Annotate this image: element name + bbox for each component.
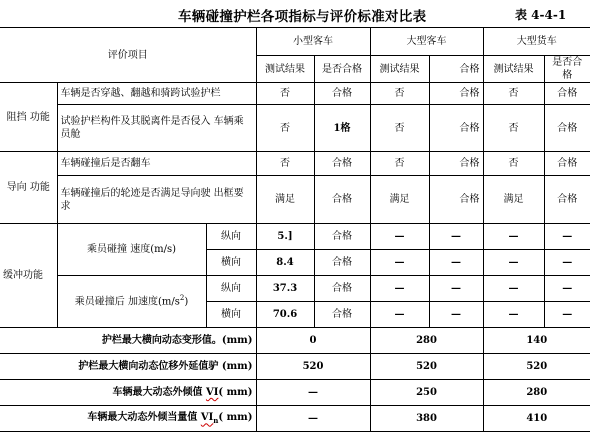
- cell: 0: [256, 328, 370, 354]
- cell-dash: —: [544, 302, 590, 328]
- table-row: [0, 328, 590, 354]
- summary-label: 车辆最大动态外倾当量值 $VI_n$( mm): [0, 406, 256, 432]
- cell-dash: —: [544, 224, 590, 250]
- group-header-small-bus: 小型客车: [256, 28, 370, 56]
- dir-label: 纵向: [206, 276, 256, 302]
- cell: 满足: [256, 176, 314, 224]
- summary-label: 护栏最大横向动态位移外延值驴 (mm): [0, 354, 256, 380]
- cell-dash: —: [429, 250, 483, 276]
- dir-label: 纵向: [206, 224, 256, 250]
- cell: 合格: [544, 83, 590, 105]
- cell: 满足: [483, 176, 544, 224]
- cell: 70.6: [256, 302, 314, 328]
- cell: 合格: [314, 83, 370, 105]
- cell-dash: —: [370, 276, 429, 302]
- cell-dash: —: [429, 224, 483, 250]
- cell: 合格: [314, 152, 370, 176]
- category-block: 阻挡 功能: [0, 83, 57, 152]
- cell: 否: [370, 83, 429, 105]
- cell: 合格: [314, 176, 370, 224]
- cell: 否: [483, 105, 544, 152]
- title-bar: [0, 0, 590, 26]
- cell: 280: [483, 380, 590, 406]
- category-buffer: 缓冲功能: [0, 224, 57, 328]
- cell-dash: —: [483, 302, 544, 328]
- cell: —: [256, 406, 370, 432]
- cell-dash: —: [483, 224, 544, 250]
- cell: 否: [256, 105, 314, 152]
- cell: 8.4: [256, 250, 314, 276]
- cell-dash: —: [544, 276, 590, 302]
- comparison-table: [0, 27, 590, 432]
- cell: 否: [370, 105, 429, 152]
- cell-dash: —: [483, 276, 544, 302]
- cell: 合格: [429, 83, 483, 105]
- cell: 520: [256, 354, 370, 380]
- group-header-large-truck: 大型货车: [483, 28, 590, 56]
- item-label: 车辆碰撞后是否翻车: [57, 152, 256, 176]
- table-row: [0, 152, 590, 176]
- table-row: [0, 224, 590, 250]
- sub-header: 测试结果: [483, 56, 544, 83]
- table-row: [0, 176, 590, 224]
- cell: 410: [483, 406, 590, 432]
- header-row-groups: [0, 28, 590, 56]
- cell: 满足: [370, 176, 429, 224]
- cell: 合格: [429, 176, 483, 224]
- cell: 380: [370, 406, 483, 432]
- cell-dash: —: [429, 276, 483, 302]
- cell: 否: [483, 83, 544, 105]
- cell: 合格: [429, 152, 483, 176]
- cell-dash: —: [483, 250, 544, 276]
- cell: 1格: [314, 105, 370, 152]
- table-row: [0, 354, 590, 380]
- sub-header: 是否合格: [314, 56, 370, 83]
- cell: 520: [483, 354, 590, 380]
- cell: 否: [256, 83, 314, 105]
- table-row: [0, 105, 590, 152]
- eval-item-header: 评价项目: [0, 28, 256, 83]
- table-row: [0, 406, 590, 432]
- cell: 否: [370, 152, 429, 176]
- group-header-large-bus: 大型客车: [370, 28, 483, 56]
- sub-header: 测试结果: [370, 56, 429, 83]
- cell: 合格: [314, 224, 370, 250]
- item-label: 车辆碰撞后的轮迹是否满足导向驶 出框要求: [57, 176, 256, 224]
- cell-dash: —: [370, 224, 429, 250]
- cell: 合格: [314, 250, 370, 276]
- table-row: [0, 276, 590, 302]
- table-number: 表 4-4-1: [515, 8, 567, 22]
- cell: 合格: [429, 105, 483, 152]
- cell: 合格: [314, 276, 370, 302]
- cell: 合格: [544, 176, 590, 224]
- cell-dash: —: [370, 302, 429, 328]
- cell: 280: [370, 328, 483, 354]
- dir-label: 横向: [206, 302, 256, 328]
- cell-dash: —: [429, 302, 483, 328]
- cell-dash: —: [544, 250, 590, 276]
- item-label: 试验护栏构件及其脱离件是否侵入 车辆乘员舱: [57, 105, 256, 152]
- sub-header: 测试结果: [256, 56, 314, 83]
- summary-label: 护栏最大横向动态变形值。(mm): [0, 328, 256, 354]
- summary-label: 车辆最大动态外倾值 VI( mm): [0, 380, 256, 406]
- cell: 合格: [544, 105, 590, 152]
- item-label: 车辆是否穿越、翻越和骑跨试验护栏: [57, 83, 256, 105]
- cell-dash: —: [370, 250, 429, 276]
- cell: 合格: [544, 152, 590, 176]
- dir-label: 横向: [206, 250, 256, 276]
- cell: —: [256, 380, 370, 406]
- cell: 520: [370, 354, 483, 380]
- table-row: [0, 380, 590, 406]
- category-guide: 导向 功能: [0, 152, 57, 224]
- sub-header: 合格: [429, 56, 483, 83]
- sub-header: 是否合格: [544, 56, 590, 83]
- table-title: 车辆碰撞护栏各项指标与评价标准对比表: [178, 9, 427, 25]
- cell: 否: [256, 152, 314, 176]
- cell: 5.]: [256, 224, 314, 250]
- speed-label: 乘员碰撞 速度(m/s): [57, 224, 206, 276]
- cell: 250: [370, 380, 483, 406]
- accel-label: 乘员碰撞后 加速度$(m/s^2)$: [57, 276, 206, 328]
- table-row: [0, 83, 590, 105]
- cell: 否: [483, 152, 544, 176]
- cell: 合格: [314, 302, 370, 328]
- cell: 140: [483, 328, 590, 354]
- cell: 37.3: [256, 276, 314, 302]
